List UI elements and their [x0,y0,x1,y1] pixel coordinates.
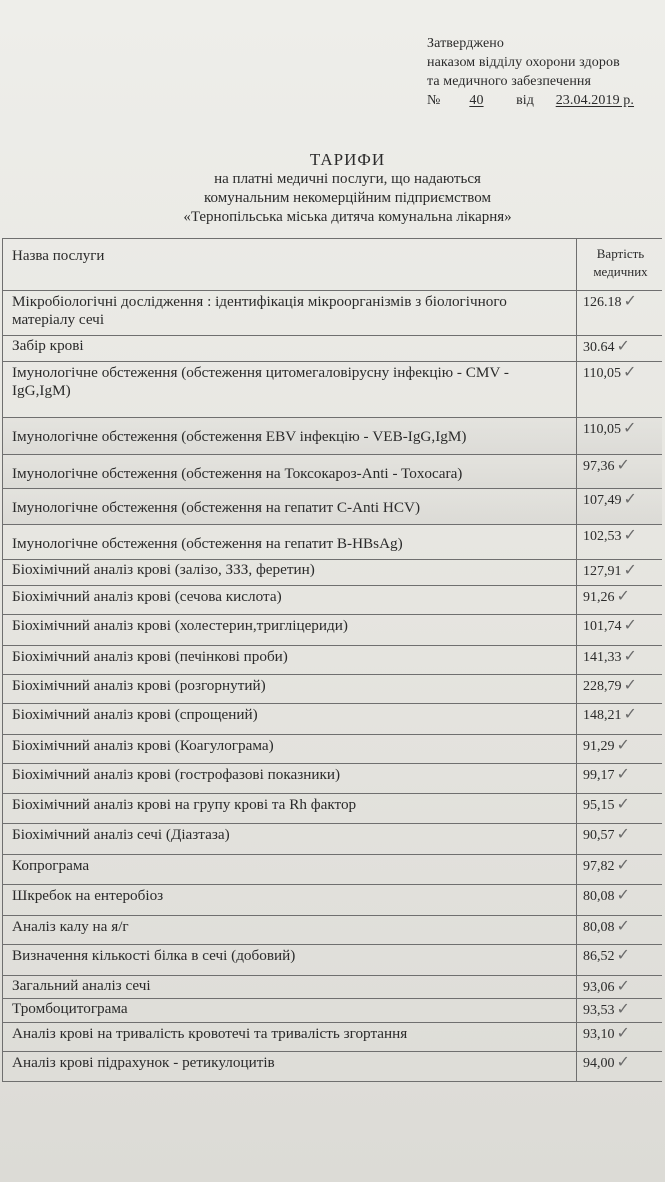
check-mark-icon: ✓ [616,338,630,355]
check-mark-icon: ✓ [616,978,630,995]
table-row [2,735,662,764]
price-value: 95,15 [583,798,615,813]
title-main: ТАРИФИ [309,150,386,169]
header-price [577,239,662,290]
price-value: 93,53 [583,1003,615,1018]
price-cell [577,560,662,585]
table-row [2,489,662,525]
price-cell [577,418,662,454]
price-cell [577,885,662,915]
table-row [2,824,662,855]
service-name-cell: Мікробіологічні дослідження : ідентифікація мікроорганізмів з біологічного матеріалу сечі [2,291,577,335]
service-name-cell: Біохімічний аналіз крові (Коагулограма) [2,735,577,763]
service-name-cell: Біохімічний аналіз крові (печінкові проби) [2,646,577,674]
price-cell [577,336,662,361]
check-mark-icon: ✓ [616,1025,630,1042]
check-mark-icon: ✓ [616,588,630,605]
service-name-cell: Аналіз крові на тривалість кровотечі та тривалість згортання [2,1023,577,1051]
table-row [2,418,662,455]
price-value: 141,33 [583,650,622,665]
check-mark-icon: ✓ [616,1054,630,1071]
price-cell [577,489,662,524]
price-value: 228,79 [583,679,622,694]
table-row [2,336,662,362]
check-mark-icon: ✓ [616,826,630,843]
price-value: 93,06 [583,980,615,995]
table-row [2,291,662,336]
check-mark-icon: ✓ [616,887,630,904]
service-name-cell: Загальний аналіз сечі [2,976,577,998]
service-name-cell: Імунологічне обстеження (обстеження EBV інфекцію - VEB-IgG,IgM) [2,418,577,454]
service-name-cell: Біохімічний аналіз крові (гострофазові показники) [2,764,577,793]
table-row [2,999,662,1023]
price-value: 30.64 [583,340,615,355]
price-cell [577,455,662,488]
price-value: 126.18 [583,295,622,310]
table-row [2,916,662,945]
table-row [2,945,662,976]
check-mark-icon: ✓ [616,766,630,783]
service-name-cell: Аналіз калу на я/г [2,916,577,944]
price-value: 107,49 [583,493,622,508]
title-line-2: на платні медичні послуги, що надаються [214,171,481,187]
service-name-cell: Тромбоцитограма [2,999,577,1022]
price-cell [577,764,662,793]
price-cell [577,999,662,1022]
price-cell [577,794,662,823]
check-mark-icon: ✓ [623,527,637,544]
check-mark-icon: ✓ [623,617,637,634]
header-price-line-2: медичних [593,264,648,279]
price-cell [577,735,662,763]
price-value: 86,52 [583,949,615,964]
header-service-name: Назва послуги [2,239,577,290]
price-value: 127,91 [583,564,622,579]
price-value: 97,82 [583,859,615,874]
price-value: 110,05 [583,422,621,437]
order-date-prefix: від [516,93,535,108]
service-name-cell: Шкребок на ентеробіоз [2,885,577,915]
service-name-cell: Імунологічне обстеження (обстеження на Токсокароз-Anti - Toxocara) [2,455,577,488]
table-row [2,362,662,418]
table-row [2,615,662,646]
price-cell [577,945,662,975]
service-name-cell: Копрограма [2,855,577,884]
price-value: 102,53 [583,529,622,544]
price-cell [577,976,662,998]
check-mark-icon: ✓ [623,706,637,723]
price-value: 91,26 [583,590,615,605]
service-name-cell: Імунологічне обстеження (обстеження на гепатит В-HBsAg) [2,525,577,559]
check-mark-icon: ✓ [622,420,637,437]
service-name-cell: Біохімічний аналіз крові (залізо, ЗЗЗ, феретин) [2,560,577,585]
price-cell [577,615,662,645]
check-mark-icon: ✓ [616,947,630,964]
check-mark-icon: ✓ [623,491,637,508]
price-cell [577,675,662,703]
service-name-cell: Біохімічний аналіз крові (спрощений) [2,704,577,734]
price-cell [577,704,662,734]
table-body [2,291,662,1082]
price-cell [577,824,662,854]
check-mark-icon: ✓ [623,562,637,579]
table-row [2,586,662,615]
table-header-row [2,239,662,291]
table-row [2,855,662,885]
price-value: 110,05 [583,366,621,381]
table-row [2,794,662,824]
table-row [2,976,662,999]
order-date: 23.04.2019 р. [555,93,635,108]
table-row [2,885,662,916]
price-value: 90,57 [583,828,615,843]
service-name-cell: Імунологічне обстеження (обстеження цитомегаловірусну інфекцію - CMV - IgG,IgM) [2,362,577,417]
service-name-cell: Біохімічний аналіз крові на групу крові та Rh фактор [2,794,577,823]
tariff-table [2,238,662,1082]
price-value: 97,36 [583,459,615,474]
service-name-cell: Біохімічний аналіз сечі (Діазтаза) [2,824,577,854]
approval-line-2: наказом відділу охорони здоров [427,55,620,70]
check-mark-icon: ✓ [616,918,630,935]
table-row [2,646,662,675]
service-name-cell: Біохімічний аналіз крові (розгорнутий) [2,675,577,703]
approval-order-line [427,91,665,110]
table-row [2,704,662,735]
price-cell [577,646,662,674]
check-mark-icon: ✓ [616,457,630,474]
price-cell [577,916,662,944]
price-value: 80,08 [583,920,615,935]
table-row [2,1023,662,1052]
price-cell [577,855,662,884]
check-mark-icon: ✓ [616,1001,630,1018]
check-mark-icon: ✓ [623,648,637,665]
service-name-cell: Імунологічне обстеження (обстеження на гепатит C-Anti HCV) [2,489,577,524]
table-row [2,525,662,560]
service-name-cell: Забір крові [2,336,577,361]
table-row [2,455,662,489]
check-mark-icon: ✓ [623,677,637,694]
price-value: 91,29 [583,739,615,754]
price-value: 148,21 [583,708,622,723]
approval-line-3: та медичного забезпечення [427,74,592,89]
table-row [2,764,662,794]
price-value: 80,08 [583,889,615,904]
check-mark-icon: ✓ [616,737,630,754]
table-row [2,560,662,586]
price-value: 93,10 [583,1027,615,1042]
check-mark-icon: ✓ [623,293,637,310]
table-row [2,675,662,704]
price-cell [577,291,662,335]
order-number-prefix: № [427,93,441,108]
price-value: 101,74 [583,619,622,634]
title-line-3: комунальним некомерційним підприємством [204,190,491,206]
approval-line-1: Затверджено [427,36,504,51]
title-line-4: «Тернопільська міська дитяча комунальна лікарня» [183,209,512,225]
service-name-cell: Визначення кількості білка в сечі (добовий) [2,945,577,975]
document-title [0,150,665,227]
price-cell [577,362,662,417]
price-value: 99,17 [583,768,615,783]
service-name-cell: Біохімічний аналіз крові (холестерин,тригліцериди) [2,615,577,645]
order-number: 40 [469,93,484,108]
price-cell [577,586,662,614]
price-value: 94,00 [583,1056,615,1071]
check-mark-icon: ✓ [616,796,630,813]
price-cell [577,525,662,559]
table-row [2,1052,662,1082]
approval-block [427,34,665,110]
check-mark-icon: ✓ [616,857,630,874]
service-name-cell: Біохімічний аналіз крові (сечова кислота) [2,586,577,614]
price-cell [577,1023,662,1051]
header-price-line-1: Вартість [596,246,645,261]
service-name-cell: Аналіз крові підрахунок - ретикулоцитів [2,1052,577,1081]
check-mark-icon: ✓ [622,364,637,381]
price-cell [577,1052,662,1081]
